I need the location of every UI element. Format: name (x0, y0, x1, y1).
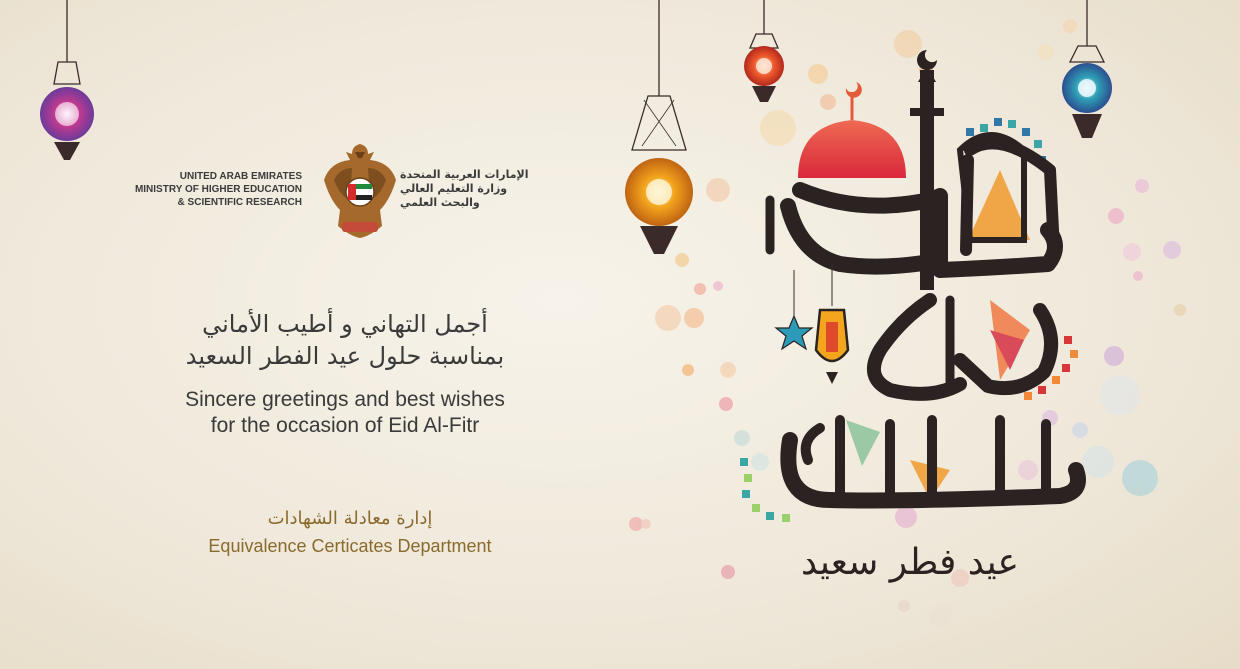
ministry-header (120, 140, 590, 250)
uae-falcon-emblem-icon (320, 140, 400, 240)
department-name-ar: إدارة معادلة الشهادات (267, 508, 433, 529)
red-lantern-icon (744, 0, 784, 102)
eid-tagline: عيد فطر سعيد (800, 542, 1020, 583)
greeting-en-line1: Sincere greetings and best wishes (185, 388, 505, 411)
ministry-name-ar-line: الإمارات العربية المتحدة (400, 168, 529, 181)
ministry-name-en-line: UNITED ARAB EMIRATES (179, 171, 302, 182)
magenta-lantern-icon (40, 0, 94, 160)
ministry-name-ar-line: وزارة التعليم العالي (400, 182, 508, 195)
ministry-name-en-line: MINISTRY OF HIGHER EDUCATION (134, 184, 302, 195)
greeting-ar-line2: بمناسبة حلول عيد الفطر السعيد (185, 342, 505, 370)
ministry-name-ar-line: والبحث العلمي (400, 196, 480, 209)
orange-lantern-icon (625, 0, 693, 254)
greeting-en-line2: for the occasion of Eid Al-Fitr (210, 414, 480, 437)
ministry-name-en-line: & SCIENTIFIC RESEARCH (177, 197, 302, 208)
ministry-name-ar (400, 168, 580, 210)
ministry-name-en (120, 170, 302, 209)
greeting-ar-line1: أجمل التهاني و أطيب الأماني (202, 310, 488, 338)
department-name-en: Equivalence Certicates Department (208, 536, 492, 556)
